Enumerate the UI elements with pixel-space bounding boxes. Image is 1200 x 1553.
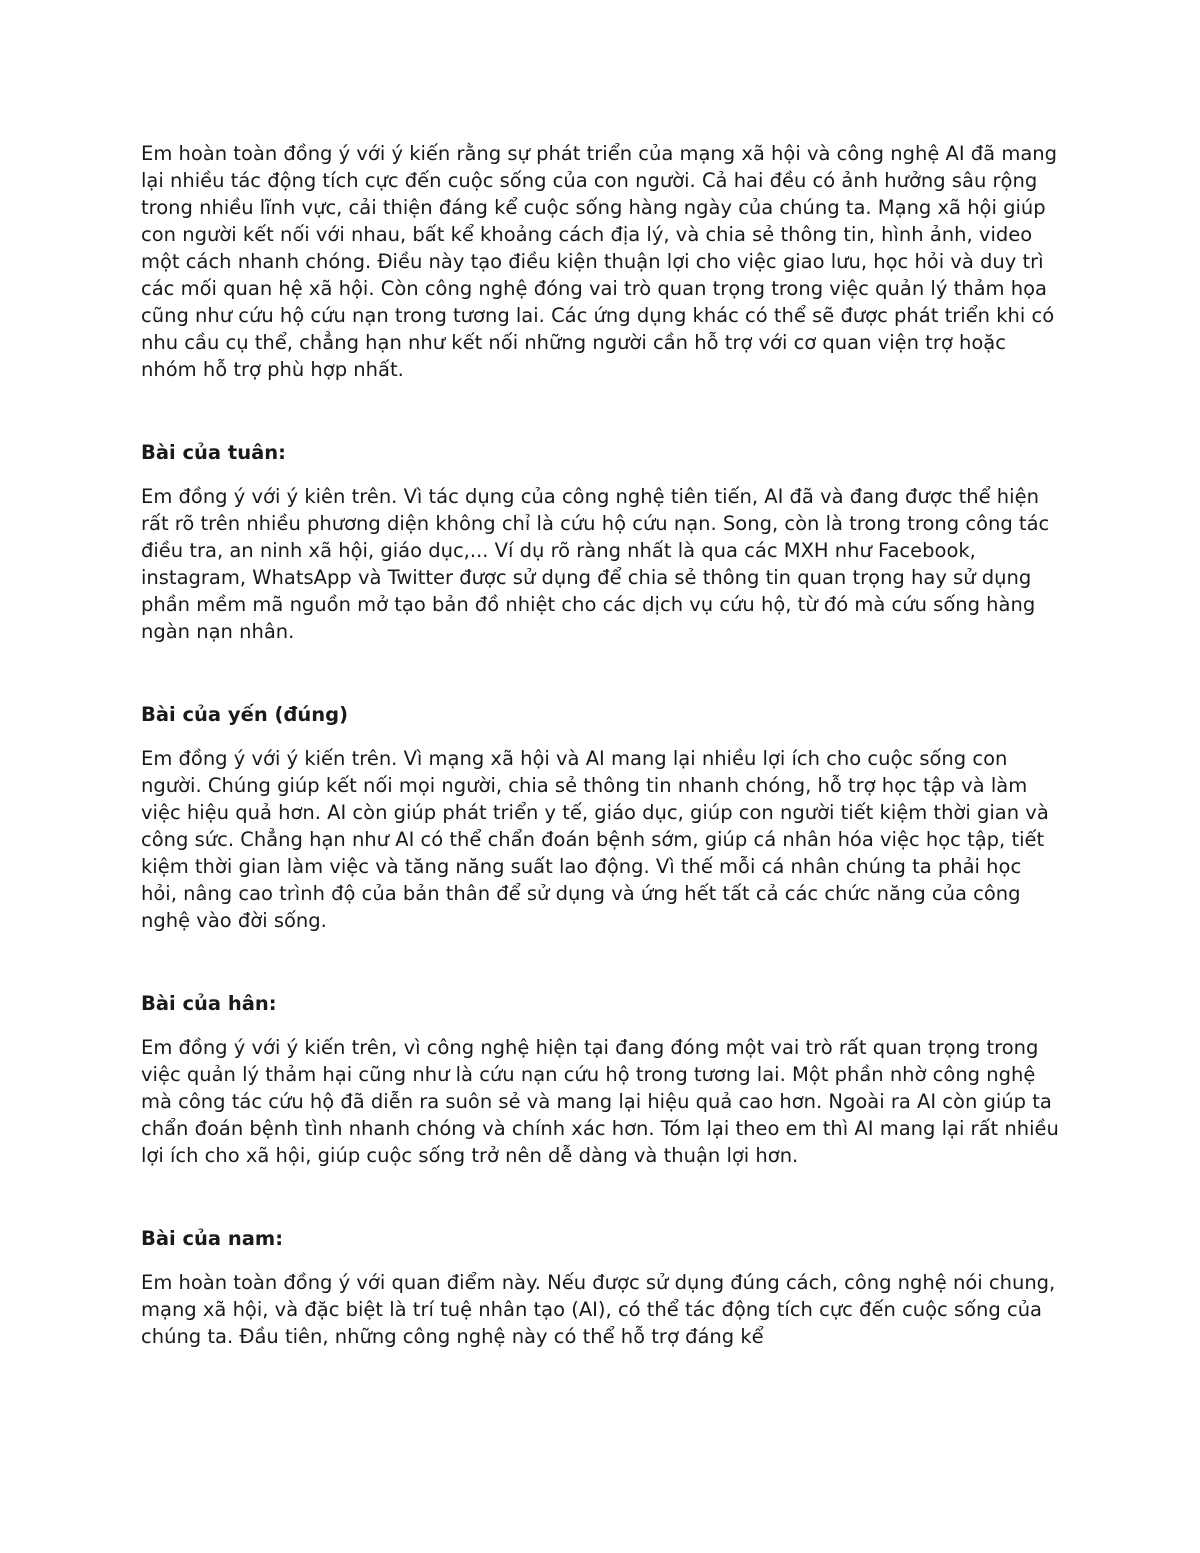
- section-heading-tuan: Bài của tuân:: [141, 441, 286, 464]
- spacer: [141, 1169, 1061, 1225]
- section-body-tuan: Em đồng ý với ý kiên trên. Vì tác dụng của công nghệ tiên tiến, AI đã và đang được thể hiện rất rõ trên nhiều phương diện không chỉ là cứu hộ cứu nạn. Song, còn là trong trong công tác điều tra, an ninh xã hội, giáo dục,... Ví dụ rõ ràng nhất là qua các MXH như Facebook, instagram, WhatsApp và Twitter được sử dụng để chia sẻ thông tin quan trọng hay sử dụng phần mềm mã nguồn mở tạo bản đồ nhiệt cho các dịch vụ cứu hộ, từ đó mà cứu sống hàng ngàn nạn nhân.: [141, 485, 1050, 643]
- intro-paragraph: Em hoàn toàn đồng ý với ý kiến rằng sự phát triển của mạng xã hội và công nghệ AI đã mang lại nhiều tác động tích cực đến cuộc sống của con người. Cả hai đều có ảnh hưởng sâu rộng trong nhiều lĩnh vực, cải thiện đáng kể cuộc sống hàng ngày của chúng ta. Mạng xã hội giúp con người kết nối với nhau, bất kể khoảng cách địa lý, và chia sẻ thông tin, hình ảnh, video một cách nhanh chóng. Điều này tạo điều kiện thuận lợi cho việc giao lưu, học hỏi và duy trì các mối quan hệ xã hội. Còn công nghệ đóng vai trò quan trọng trong việc quản lý thảm họa cũng như cứu hộ cứu nạn trong tương lai. Các ứng dụng khác có thể sẽ được phát triển khi có nhu cầu cụ thể, chẳng hạn như kết nối những người cần hỗ trợ với cơ quan viện trợ hoặc nhóm hỗ trợ phù hợp nhất.: [141, 142, 1058, 381]
- section-body-nam: Em hoàn toàn đồng ý với quan điểm này. Nếu được sử dụng đúng cách, công nghệ nói chung, mạng xã hội, và đặc biệt là trí tuệ nhân tạo (AI), có thể tác động tích cực đến cuộc sống của chúng ta. Đầu tiên, những công nghệ này có thể hỗ trợ đáng kể: [141, 1271, 1056, 1348]
- spacer: [141, 383, 1061, 439]
- section-heading-yen: Bài của yến (đúng): [141, 703, 348, 726]
- section-body-han: Em đồng ý với ý kiến trên, vì công nghệ hiện tại đang đóng một vai trò rất quan trọng trong việc quản lý thảm hại cũng như là cứu nạn cứu hộ trong tương lai. Một phần nhờ công nghệ mà công tác cứu hộ đã diễn ra suôn sẻ và mang lại hiệu quả cao hơn. Ngoài ra AI còn giúp ta chẩn đoán bệnh tình nhanh chóng và chính xác hơn. Tóm lại theo em thì AI mang lại rất nhiều lợi ích cho xã hội, giúp cuộc sống trở nên dễ dàng và thuận lợi hơn.: [141, 1036, 1059, 1167]
- spacer: [141, 934, 1061, 990]
- spacer: [141, 1017, 1061, 1034]
- spacer: [141, 728, 1061, 745]
- spacer: [141, 466, 1061, 483]
- document-content: [141, 140, 1061, 1350]
- spacer: [141, 645, 1061, 701]
- section-heading-nam: Bài của nam:: [141, 1227, 284, 1250]
- section-heading-han: Bài của hân:: [141, 992, 277, 1015]
- section-body-yen: Em đồng ý với ý kiến trên. Vì mạng xã hội và AI mang lại nhiều lợi ích cho cuộc sống con người. Chúng giúp kết nối mọi người, chia sẻ thông tin nhanh chóng, hỗ trợ học tập và làm việc hiệu quả hơn. AI còn giúp phát triển y tế, giáo dục, giúp con người tiết kiệm thời gian và công sức. Chẳng hạn như AI có thể chẩn đoán bệnh sớm, giúp cá nhân hóa việc học tập, tiết kiệm thời gian làm việc và tăng năng suất lao động. Vì thế mỗi cá nhân chúng ta phải học hỏi, nâng cao trình độ của bản thân để sử dụng và ứng hết tất cả các chức năng của công nghệ vào đời sống.: [141, 747, 1049, 932]
- spacer: [141, 1252, 1061, 1269]
